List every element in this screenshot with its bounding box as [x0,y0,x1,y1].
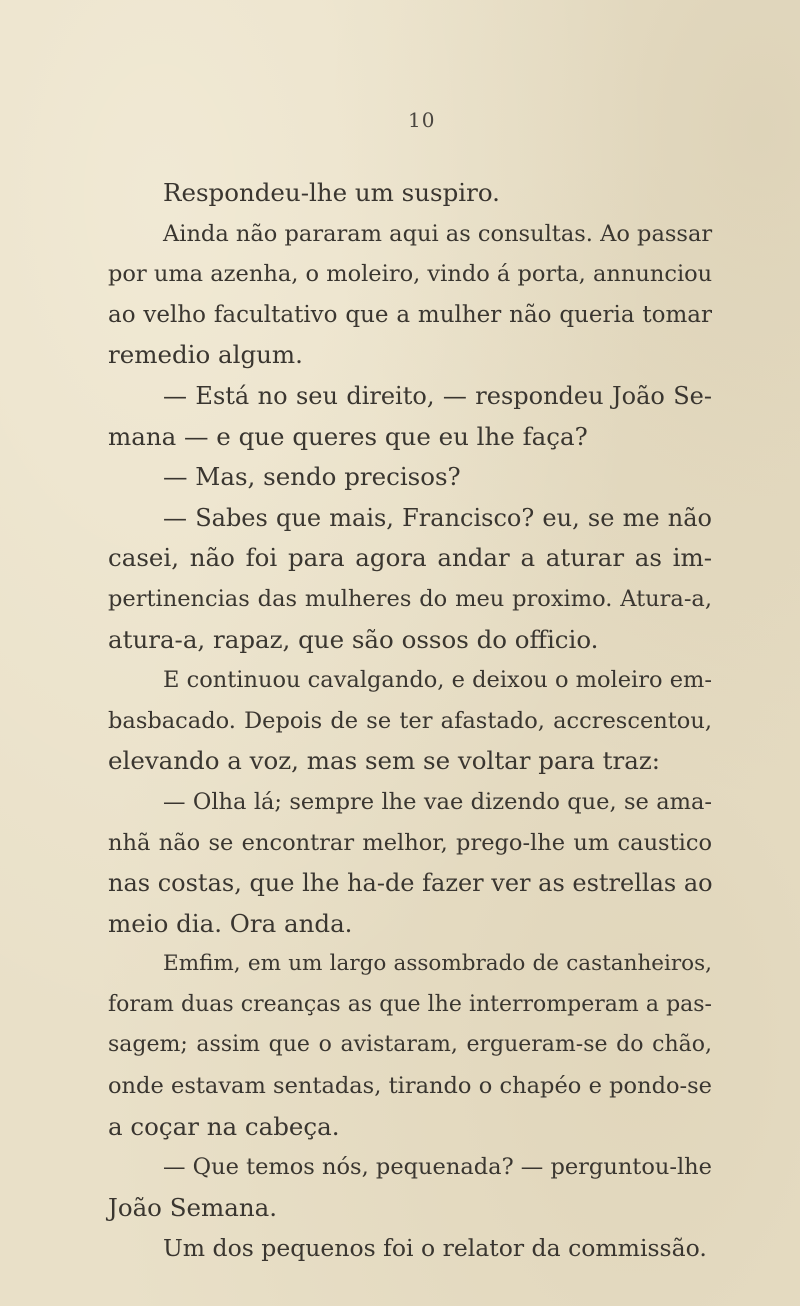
text-line: João Semana. [108,1192,278,1222]
text-line: mana — e que queres que eu lhe faça? [108,421,588,451]
text-line: onde estavam sentadas, tirando o chapéo e pondo-se [108,1073,712,1100]
text-line: meio dia. Ora anda. [108,908,353,938]
text-line: Ainda não pararam aqui as consultas. Ao passar [163,220,713,247]
text-line: nas costas, que lhe ha-de fazer ver as estrellas ao [108,869,713,898]
text-line: por uma azenha, o moleiro, vindo á porta, annunciou [108,261,713,288]
text-line: sagem; assim que o avistaram, ergueram-se do chão, [108,1032,712,1058]
text-line: Respondeu-lhe um suspiro. [163,178,500,207]
text-line: basbacado. Depois de se ter afastado, accrescentou, [108,707,712,734]
text-line: pertinencias das mulheres do meu proximo. Atura-a, [108,585,712,612]
text-line: atura-a, rapaz, que são ossos do officio. [108,624,599,654]
body-text [108,173,712,1269]
text-line: foram duas creanças as que lhe interromperam a pas- [108,991,712,1017]
text-line: a coçar na cabeça. [108,1111,340,1141]
text-line: Um dos pequenos foi o relator da commissão. [163,1234,707,1263]
text-line: ao velho facultativo que a mulher não queria tomar [108,301,712,328]
text-line: nhã não se encontrar melhor, prego-lhe um caustico [108,829,712,856]
text-line: casei, não foi para agora andar a aturar as im- [108,543,712,573]
text-line: elevando a voz, mas sem se voltar para traz: [108,746,661,776]
text-line: E continuou cavalgando, e deixou o moleiro em- [163,667,712,694]
page-number: 10 [408,108,436,132]
text-line: — Mas, sendo precisos? [163,462,461,492]
text-line: — Sabes que mais, Francisco? eu, se me não [163,503,712,532]
text-line: remedio algum. [108,340,303,370]
text-line: — Que temos nós, pequenada? — perguntou-lhe [163,1154,712,1181]
text-line: — Olha lá; sempre lhe vae dizendo que, se ama- [163,788,712,815]
text-line: Emfim, em um largo assombrado de castanheiros, [163,951,712,977]
text-line: — Está no seu direito, — respondeu João Se- [163,381,712,410]
